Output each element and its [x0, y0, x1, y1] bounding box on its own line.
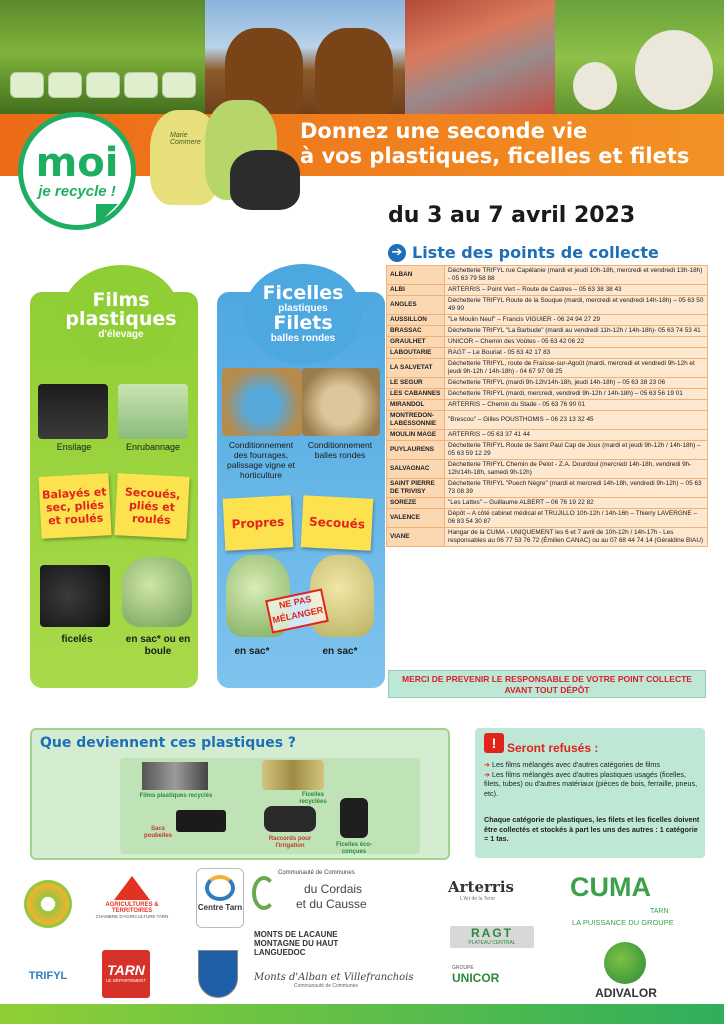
table-row	[387, 266, 708, 285]
arterris-logo	[448, 878, 528, 908]
monts-alban-logo	[254, 972, 414, 1000]
balles-rondes-photo	[302, 368, 380, 436]
ensilage-caption: Ensilage	[56, 442, 92, 452]
unicor-top: GROUPE	[452, 965, 474, 971]
what-becomes-title: Que deviennent ces plastiques ?	[40, 735, 297, 751]
cordais-line1: du Cordais	[304, 882, 363, 896]
refused-item-2: Les films mélangés avec d'autres plastiques usagés (ficelles, filets, tubes) ou d'autres matériaux (pièces de bois, ferraille, pneus, etc).	[484, 769, 698, 798]
point-city: SOREZE	[387, 498, 445, 509]
ficelles-title-4: balles rondes	[270, 333, 336, 344]
table-row	[387, 509, 708, 528]
collection-points-table	[386, 265, 708, 547]
table-row	[387, 498, 708, 509]
cuma-label: CUMA	[570, 872, 651, 902]
point-city: PUYLAURENS	[387, 441, 445, 460]
moi-je-recycle-logo	[18, 112, 136, 230]
point-city: MOULIN MAGE	[387, 430, 445, 441]
logo-je-recycle: je recycle !	[38, 182, 116, 200]
hero-bags-image	[150, 100, 300, 215]
point-info: Hangar de la CUMA - UNIQUEMENT les 6 et 7 avril de 10h-12h / 14h-17h - Les responsables au 06 77 53 76 72 (Émilien CANAC) ou au 07 68 44 74 14 (Géraldine BIAU)	[445, 528, 708, 547]
filets-en-sac-label: en sac*	[322, 646, 358, 657]
ragt-logo	[450, 926, 534, 948]
ficelles-recycled-photo	[262, 760, 324, 790]
ficelles-title-1: Ficelles	[262, 282, 344, 304]
chambre-label: AGRICULTURES & TERRITOIRES	[105, 902, 159, 914]
tarn-sub: LE DÉPARTEMENT	[105, 978, 147, 983]
table-row	[387, 479, 708, 498]
table-row	[387, 359, 708, 378]
point-city: LE SEGUR	[387, 378, 445, 389]
films-title-2: plastiques	[65, 307, 177, 330]
ficelles-eco-photo	[340, 798, 368, 838]
banner-title-line1: Donnez une seconde vie	[300, 119, 588, 143]
enrubannage-caption: Enrubannage	[125, 442, 181, 452]
point-city: GRAULHET	[387, 337, 445, 348]
point-city: BRASSAC	[387, 326, 445, 337]
arrow-icon: ➔	[484, 760, 493, 769]
arterris-sub: L'Art de la Terre	[460, 896, 496, 902]
event-date: du 3 au 7 avril 2023	[388, 203, 636, 228]
point-city: ANGLES	[387, 296, 445, 315]
sacs-label: Sacs poubelles	[143, 826, 172, 839]
point-info: ARTERRIS – 05 63 37 41 44	[445, 430, 708, 441]
cordais-line2: et du Causse	[296, 897, 367, 911]
cordais-logo	[252, 870, 377, 922]
cuma-tarn: TARN	[650, 908, 669, 915]
photo-sheep	[555, 0, 724, 118]
films-title-bubble	[62, 265, 180, 365]
ensilage-photo	[38, 384, 108, 439]
monts-alban-label: Monts d'Alban et Villefranchois	[254, 972, 414, 983]
point-city: LA SALVETAT	[387, 359, 445, 378]
warning-icon: !	[484, 733, 504, 753]
point-info: Déchetterie TRIFYL "La Barbude" (mardi au vendredi 11h-12h / 14h-18h)- 05 63 74 53 41	[445, 326, 708, 337]
banner-title	[300, 119, 720, 169]
table-row	[387, 337, 708, 348]
table-row	[387, 378, 708, 389]
ne-pas-melanger-stamp: NE PAS MÉLANGER	[265, 588, 329, 633]
chambre-sub-label: CHAMBRE D'AGRICULTURE TARN	[95, 914, 169, 919]
arrow-icon: ➔	[484, 769, 493, 779]
table-row	[387, 411, 708, 430]
unicor-logo	[452, 965, 522, 993]
point-info: Déchetterie TRIFYL (mardi, mercredi, vendredi 9h-12h / 14h-18h) – 05 63 56 19 01	[445, 389, 708, 400]
point-info: ARTERRIS – Chemin du Stade - 05 63 76 90 01	[445, 400, 708, 411]
coat-of-arms-icon	[198, 950, 238, 998]
films-postit-1: Balayés et sec, pliés et roulés	[38, 473, 111, 539]
sacs-photo	[176, 810, 226, 832]
hero-bag-label: Marie Commere	[170, 132, 201, 146]
point-city: VALENCE	[387, 509, 445, 528]
refused-list	[484, 760, 700, 798]
enrubannage-photo	[118, 384, 188, 439]
point-info: RAGT – Le Bouriat - 05 63 42 17 83	[445, 348, 708, 359]
raccords-photo	[264, 806, 316, 832]
films-recycled-label: Films plastiques recyclés	[139, 793, 213, 799]
ficelles-eco-label: Ficelles éco-conçues	[335, 842, 373, 855]
arterris-label: Arterris	[448, 878, 514, 896]
collection-list-title-text: Liste des points de collecte	[412, 243, 659, 262]
cuma-logo	[570, 872, 695, 928]
point-city: ALBI	[387, 285, 445, 296]
ficelles-en-sac-label: en sac*	[234, 646, 270, 657]
films-title-1: Films	[92, 288, 150, 311]
ragt-sub: PLATEAU CENTRAL	[468, 940, 516, 946]
point-info: Déchetterie TRIFYL Route de Saint Paul Cap de Joux (mardi et jeudi 9h-12h / 14h-18h) – 05 63 59 12 29	[445, 441, 708, 460]
table-row	[387, 389, 708, 400]
ficeles-bags-photo	[40, 565, 110, 627]
table-row	[387, 326, 708, 337]
point-info: "Les Lattes" – Guillaume ALBERT – 06 76 19 22 82	[445, 498, 708, 509]
ficelles-postit-1: Propres	[223, 495, 294, 550]
ficeles-label: ficelés	[61, 634, 93, 645]
cordais-top: Communauté de Communes	[278, 870, 355, 876]
table-row	[387, 460, 708, 479]
point-info: Déchetterie TRIFYL, route de Fraïsse-sur-Agoût (mardi, mercredi et vendredi 9h-12h et jeudi 9h-12h / 14h-18h) - 04 67 97 08 25	[445, 359, 708, 378]
films-recycled-photo	[142, 762, 208, 790]
cordais-c-icon	[252, 876, 276, 910]
point-city: LES CABANNES	[387, 389, 445, 400]
fourrages-caption: Conditionnement des fourrages, palissage vigne et horticulture	[226, 440, 296, 480]
point-city: SAINT PIERRE DE TRIVISY	[387, 479, 445, 498]
centre-tarn-label: Centre Tarn	[197, 903, 243, 912]
cuma-sub: LA PUISSANCE DU GROUPE	[572, 918, 674, 927]
point-city: ALBAN	[387, 266, 445, 285]
centre-tarn-swirl-icon	[205, 875, 235, 901]
point-city: LABOUTARIE	[387, 348, 445, 359]
table-row	[387, 285, 708, 296]
logo-moi: moi	[35, 139, 119, 186]
centre-tarn-logo	[196, 868, 244, 928]
table-row	[387, 441, 708, 460]
unicor-label: UNICOR	[452, 971, 500, 985]
films-title-3: d'élevage	[98, 328, 144, 340]
table-row	[387, 348, 708, 359]
tarn-departement-logo	[102, 950, 150, 998]
refused-title: Seront refusés :	[507, 741, 599, 755]
point-city: AUSSILLON	[387, 315, 445, 326]
ragt-label: RAGT	[471, 926, 513, 940]
trifyl-flower-icon	[24, 880, 72, 928]
point-info: Déchetterie TRIFYL "Puech Nègre" (mardi et mercredi 14h-18h, vendredi 9h-12h) – 05 63 73 08 39	[445, 479, 708, 498]
en-sac-boule-label: en sac* ou en boule	[125, 634, 191, 657]
arrow-right-icon: ➔	[388, 244, 406, 262]
point-city: MONTREDON-LABESSONNIE	[387, 411, 445, 430]
table-row	[387, 296, 708, 315]
point-info: ARTERRIS – Point Vert – Route de Castres – 05 63 38 38 43	[445, 285, 708, 296]
adivalor-label: ADIVALOR	[595, 986, 657, 1000]
warning-contact-notice: MERCI DE PREVENIR LE RESPONSABLE DE VOTRE POINT COLLECTE AVANT TOUT DÉPÔT	[388, 670, 706, 698]
chambre-agriculture-logo	[92, 876, 172, 919]
monts-lacaune-logo	[254, 930, 364, 960]
bottom-green-band	[0, 1004, 724, 1024]
tarn-label: TARN	[107, 962, 145, 978]
banner-title-line2: à vos plastiques, ficelles et filets	[300, 144, 690, 168]
refused-rule: Chaque catégorie de plastiques, les filets et les ficelles doivent être collectés et stockés à part les uns des autres : 1 catégorie = 1 tas.	[484, 815, 700, 843]
point-info: "Brescou" – Gilles POUSTHOMIS – 06 23 13 32 45	[445, 411, 708, 430]
adivalor-logo	[586, 942, 666, 1000]
films-postit-2: Secoués, pliés et roulés	[114, 473, 189, 539]
point-city: VIANE	[387, 528, 445, 547]
green-bag-photo	[122, 557, 192, 627]
point-info: Déchetterie TRIFYL rue Capélanie (mardi et jeudi 10h-18h, mercredi et vendredi 13h-18h) - 05 63 79 58 88	[445, 266, 708, 285]
ficelles-title-3: Filets	[273, 312, 333, 334]
balles-rondes-caption: Conditionnement balles rondes	[307, 440, 373, 460]
adivalor-globe-icon	[604, 942, 646, 984]
point-info: Dépôt – A côté cabinet médical et TRUJILLO 10h-12h / 14h-16h – Thierry LAVERGNE – 06 83 54 30 87	[445, 509, 708, 528]
point-city: SALVAGNAC	[387, 460, 445, 479]
monts-alban-sub: Communauté de Communes	[294, 983, 358, 989]
ficelles-title-2: plastiques	[278, 303, 328, 314]
header-photo-strip	[0, 0, 724, 118]
point-info: Déchetterie TRIFYL Chemin de Pelot - Z.A. Dourdoul (mercredi 14h-18h, vendredi 9h-12h/14h-18h, samedi 9h-12h)	[445, 460, 708, 479]
collection-list-title	[388, 243, 659, 262]
ficelles-recycled-label: Ficelles recyclées	[299, 792, 327, 805]
ficelles-postit-2: Secoués	[301, 495, 374, 551]
point-city: MIRANDOL	[387, 400, 445, 411]
raccords-label: Raccords pour l'irrigation	[268, 836, 312, 849]
point-info: Déchetterie TRIFYL Route de la Souque (mardi, mercredi et vendredi 14h-18h) – 05 63 50 49 90	[445, 296, 708, 315]
table-row	[387, 430, 708, 441]
trifyl-logo	[18, 880, 78, 990]
point-info: Déchetterie TRIFYL (mardi 9h-12h/14h-18h, jeudi 14h-18h) – 05 63 38 23 06	[445, 378, 708, 389]
table-row	[387, 315, 708, 326]
chambre-triangle-icon	[114, 876, 150, 900]
table-row	[387, 528, 708, 547]
table-row	[387, 400, 708, 411]
photo-twine	[405, 0, 555, 118]
trifyl-label: TRIFYL	[28, 970, 68, 982]
lacaune-label: MONTS DE LACAUNE MONTAGNE DU HAUT LANGUEDOC	[254, 930, 339, 957]
point-info: UNICOR – Chemin des Voûtes - 05 63 42 06 22	[445, 337, 708, 348]
fourrages-photo	[222, 368, 302, 436]
ficelles-title-bubble	[244, 264, 362, 364]
refused-item-1: Les films mélangés avec d'autres catégories de films	[492, 760, 660, 769]
logo-bubble-tail	[96, 204, 118, 226]
point-info: "Le Moulin Neuf" – Francis VIGUIER - 06 24 94 27 29	[445, 315, 708, 326]
